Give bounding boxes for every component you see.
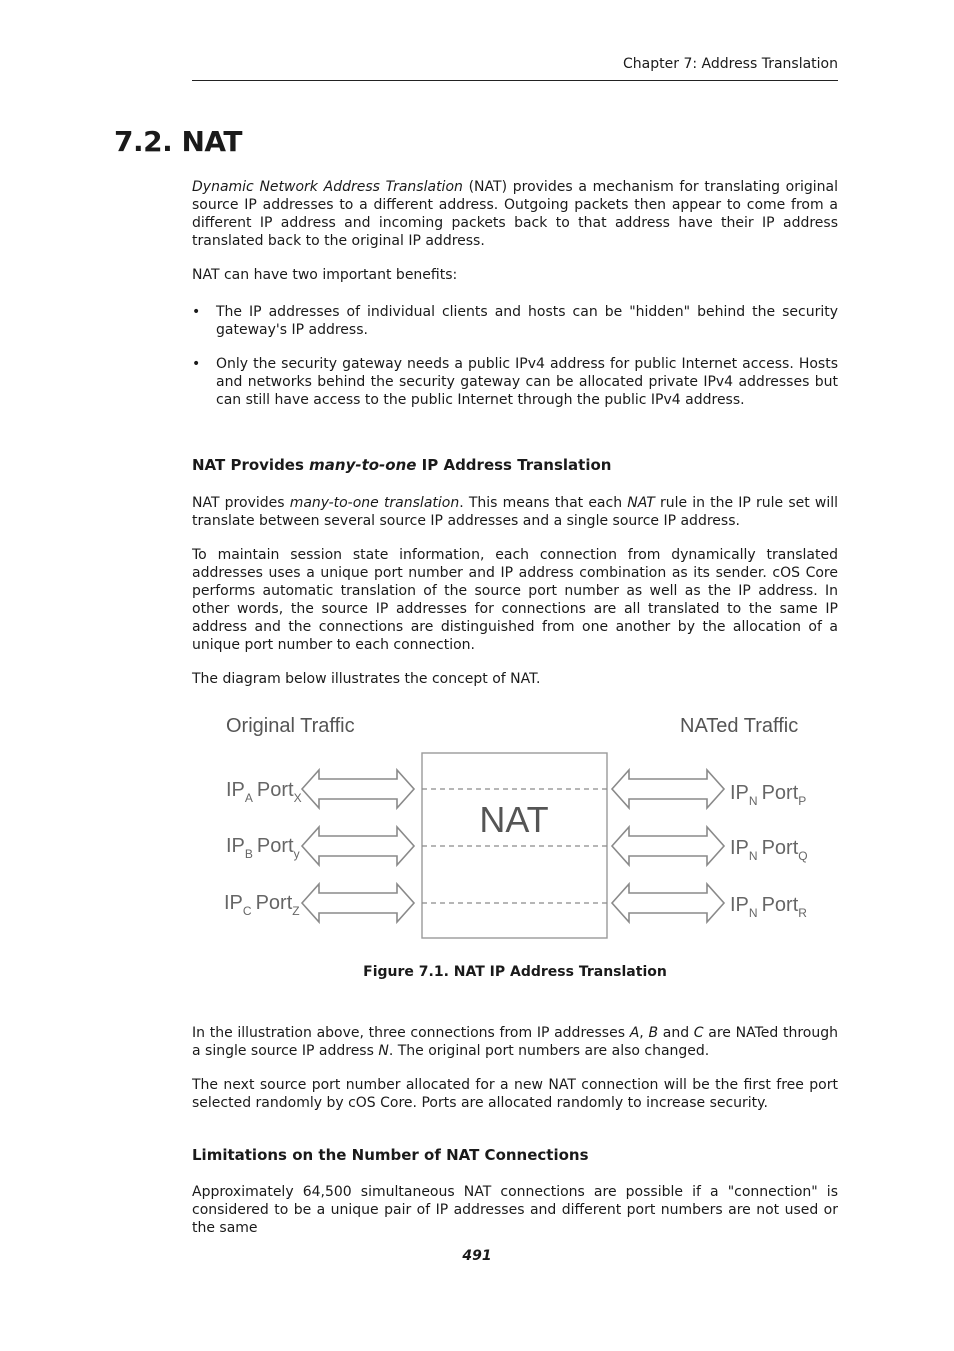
port-allocation-paragraph: The next source port number allocated for a new NAT connection will be the first free port selected randomly by cOS Core. Ports are allocated randomly to increase security. (192, 1077, 838, 1111)
double-arrow-icon (612, 770, 724, 808)
limitations-paragraph: Approximately 64,500 simultaneous NAT connections are possible if a "connection" is considered to be a unique pair of IP addresses and different port numbers are not used or the same (192, 1184, 838, 1236)
figure-caption: Figure 7.1. NAT IP Address Translation (363, 964, 667, 980)
subsection-heading-many-to-one: NAT Provides many-to-one IP Address Translation (192, 456, 612, 474)
subsection-heading-limitations: Limitations on the Number of NAT Connections (192, 1146, 589, 1164)
double-arrow-icon (302, 827, 414, 865)
diagram-intro-paragraph: The diagram below illustrates the concept of NAT. (192, 671, 541, 687)
left-address-label-b: $IP_B$ Port$_y$ (226, 835, 300, 861)
double-arrow-icon (612, 827, 724, 865)
double-arrow-icon (302, 884, 414, 922)
intro-benefits-lead: NAT can have two important benefits: (192, 267, 458, 283)
right-address-label-r: $IP_N$ Port$_R$ (730, 894, 807, 920)
nat-box-label: NAT (479, 799, 549, 840)
intro-text: (NAT) provides a mechanism for translating original source IP addresses to a different address. Outgoing packets then appear to come from a different IP address and incoming packets back to that address have their IP address translated back to the original IP address. (192, 179, 839, 249)
session-state-paragraph: To maintain session state information, each connection from dynamically translated addresses uses a unique port number and IP address combination as its sender. cOS Core performs automatic translation of the source port number as well as the IP address. In other words, the source IP addresses for connections are all translated to the same IP address and the connections are distinguished from one another by the allocation of a unique port number to each connection. (192, 547, 838, 653)
many-to-one-paragraph: NAT provides many-to-one translation. This means that each NAT rule in the IP rule set will translate between several source IP addresses and a single source IP address. (192, 495, 838, 529)
left-address-label-c: $IP_C$ Port$_Z$ (224, 892, 300, 918)
left-address-label-a: $IP_A$ Port$_X$ (226, 779, 302, 805)
running-header: Chapter 7: Address Translation (623, 56, 838, 72)
bullet-symbol: • (192, 304, 201, 320)
list-item (192, 355, 838, 409)
intro-term: Dynamic Network Address Translation (192, 179, 463, 195)
double-arrow-icon (612, 884, 724, 922)
section-title: 7.2. NAT (114, 125, 243, 158)
nat-diagram (212, 700, 822, 945)
list-item (192, 303, 838, 339)
header-rule (192, 80, 838, 81)
right-address-label-q: $IP_N$ Port$_Q$ (730, 837, 808, 863)
double-arrow-icon (302, 770, 414, 808)
bullet-symbol: • (192, 356, 201, 372)
illustration-explanation-paragraph: In the illustration above, three connections from IP addresses A, B and C are NATed through a single source IP address N. The original port numbers are also changed. (192, 1025, 838, 1059)
intro-paragraph-1 (192, 178, 838, 250)
list-item-text: The IP addresses of individual clients and hosts can be "hidden" behind the security gateway's IP address. (216, 304, 838, 338)
nated-traffic-heading: NATed Traffic (680, 715, 799, 737)
intro-paragraph-2 (192, 266, 838, 284)
original-traffic-heading: Original Traffic (226, 715, 355, 737)
page-number: 491 (462, 1248, 492, 1264)
list-item-text: Only the security gateway needs a public IPv4 address for public Internet access. Hosts and networks behind the security gateway can be allocated private IPv4 addresses but can still have access to the public Internet through the public IPv4 address. (216, 356, 838, 408)
right-address-label-p: $IP_N$ Port$_P$ (730, 782, 807, 808)
